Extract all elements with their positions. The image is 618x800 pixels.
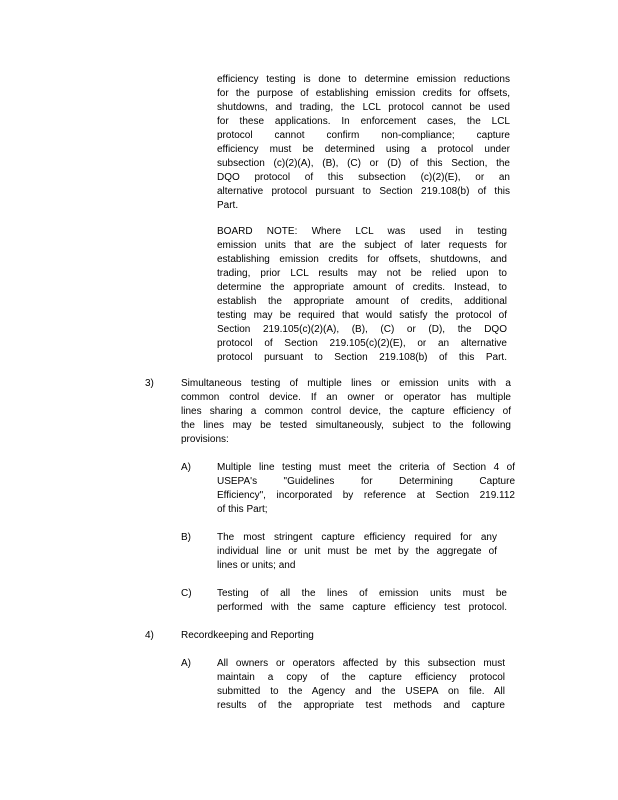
text-line: testing may be required that would satisfy the protocol of [217,310,507,321]
text-line: for the purpose of establishing emission credits for offsets, [217,88,510,99]
text-line: Section 219.105(c)(2)(A), (B), (C) or (D), the DQO [217,324,507,335]
text-line: Multiple line testing must meet the criteria of Section 4 of [217,462,515,473]
subitem-label: B) [181,532,191,543]
text-line: efficiency testing is done to determine emission reductions [217,74,510,85]
text-line: results of the appropriate test methods and capture [217,700,505,711]
item-4-heading [181,629,381,643]
item-label: 4) [145,630,154,641]
subitem-label: A) [181,658,191,669]
text-line: protocol pursuant to Section 219.108(b) of this Part. [217,352,507,363]
item-3a-paragraph [217,461,515,517]
text-line: USEPA's "Guidelines for Determining Capture [217,476,515,487]
item-3b-paragraph [217,531,497,573]
text-line: Part. [217,200,239,211]
text-line: alternative protocol pursuant to Section 219.108(b) of this [217,186,510,197]
text-line: All owners or operators affected by this subsection must [217,658,505,669]
text-line: shutdowns, and trading, the LCL protocol cannot be used [217,102,510,113]
text-line: submitted to the Agency and the USEPA on file. All [217,686,505,697]
text-line: establish the appropriate amount of credits, additional [217,296,507,307]
text-line: individual line or unit must be met by the aggregate of [217,546,497,557]
text-line: protocol of Section 219.105(c)(2)(E), or an alternative [217,338,507,349]
text-line: The most stringent capture efficiency required for any [217,532,497,543]
item-3-paragraph [181,377,511,447]
text-line: the lines may be tested simultaneously, subject to the following [181,420,511,431]
text-line: efficiency must be determined using a protocol under [217,144,510,155]
subitem-label: A) [181,462,191,473]
text-line: protocol cannot confirm non-compliance; capture [217,130,510,141]
text-line: determine the appropriate amount of credits. Instead, to [217,282,507,293]
board-note [217,225,507,365]
text-line: establishing emission credits for offsets, shutdowns, and [217,254,507,265]
continuation-paragraph [217,73,510,213]
text-line: lines or units; and [217,560,296,571]
text-line: maintain a copy of the capture efficiency protocol [217,672,505,683]
text-line: for these applications. In enforcement cases, the LCL [217,116,510,127]
text-line: provisions: [181,434,229,445]
text-line: BOARD NOTE: Where LCL was used in testing [217,226,507,237]
text-line: lines sharing a common control device, the capture efficiency of [181,406,511,417]
text-line: Efficiency", incorporated by reference at Section 219.112 [217,490,515,501]
subitem-label: C) [181,588,192,599]
text-line: emission units that are the subject of later requests for [217,240,507,251]
text-line: performed with the same capture efficiency test protocol. [217,602,507,613]
text-line: Testing of all the lines of emission units must be [217,588,507,599]
text-line: Simultaneous testing of multiple lines or emission units with a [181,378,511,389]
text-line: Recordkeeping and Reporting [181,630,314,641]
text-line: DQO protocol of this subsection (c)(2)(E), or an [217,172,510,183]
item-4a-paragraph [217,657,505,713]
text-line: of this Part; [217,504,268,515]
item-label: 3) [145,378,154,389]
text-line: trading, prior LCL results may not be relied upon to [217,268,507,279]
item-3c-paragraph [217,587,507,615]
text-line: common control device. If an owner or operator has multiple [181,392,511,403]
text-line: subsection (c)(2)(A), (B), (C) or (D) of this Section, the [217,158,510,169]
